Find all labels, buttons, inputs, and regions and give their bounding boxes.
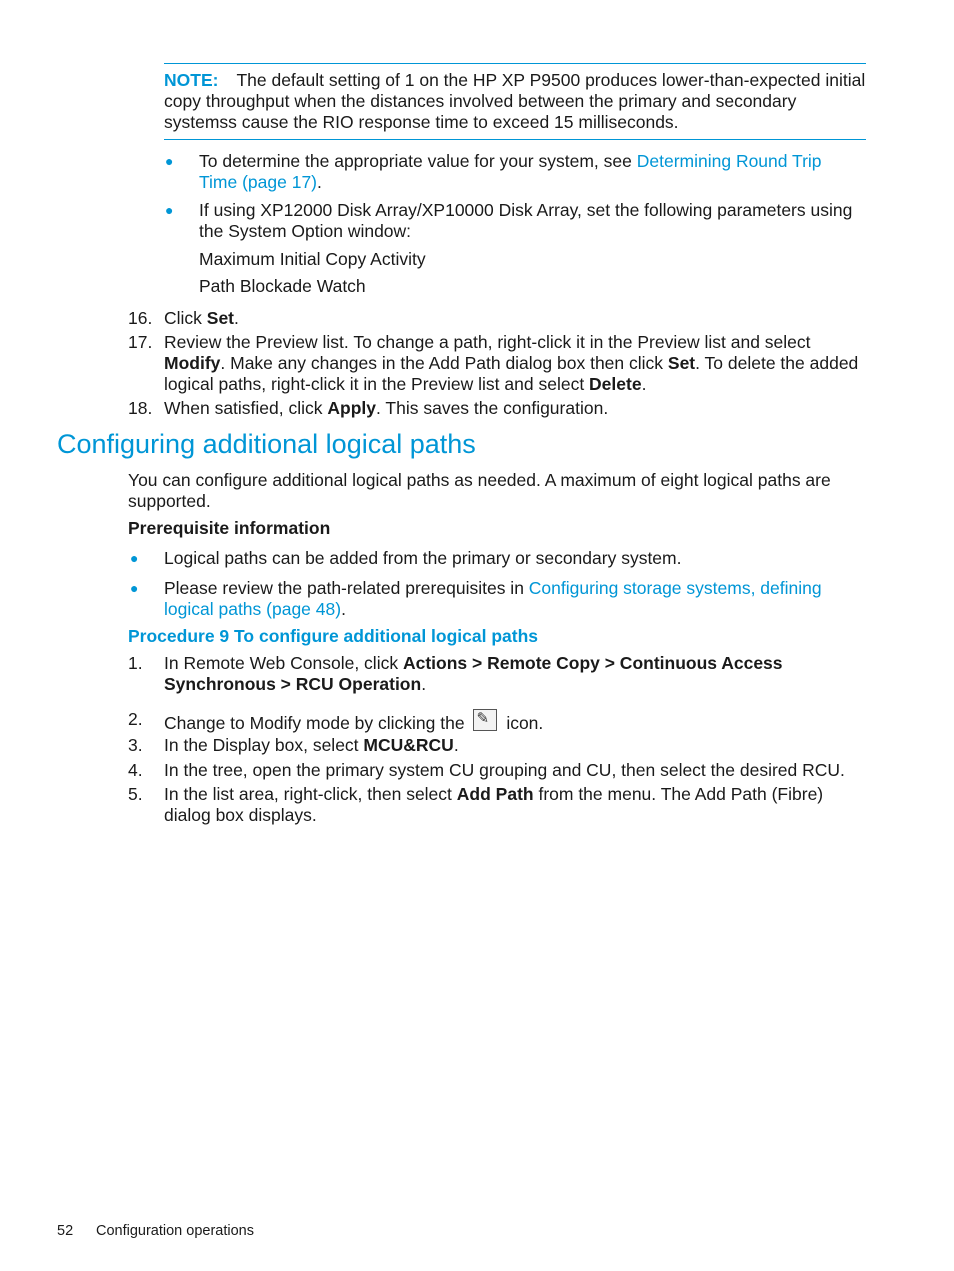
- step-text: . Make any changes in the Add Path dialog box then click: [220, 353, 668, 373]
- procedure-step: [128, 735, 864, 756]
- ui-term: Delete: [589, 374, 642, 394]
- step-text: . This saves the configuration.: [376, 398, 609, 418]
- step-text: When satisfied, click: [164, 398, 328, 418]
- storage-systems-link[interactable]: Configuring storage systems, defining logical paths (page 48): [164, 578, 822, 619]
- prereq-bullet: [130, 548, 864, 569]
- section-intro: You can configure additional logical paths as needed. A maximum of eight logical paths are supported.: [128, 470, 831, 511]
- step-item: [128, 308, 864, 329]
- step-text: In Remote Web Console, click: [164, 653, 403, 673]
- ui-term: Apply: [327, 398, 377, 418]
- procedure-title: Procedure 9 To configure additional logical paths: [128, 626, 539, 646]
- step-text: .: [641, 374, 647, 394]
- step-number: 2.: [128, 709, 143, 729]
- step-number: 5.: [128, 784, 143, 804]
- procedure-step: [128, 709, 864, 734]
- bullet-text-after: .: [317, 172, 322, 192]
- bullet-item: [165, 151, 859, 193]
- bullet-icon: ●: [130, 550, 139, 566]
- pencil-edit-icon: ✎: [473, 709, 497, 731]
- section-title: Configuring additional logical paths: [57, 429, 476, 459]
- procedure-step: [128, 784, 864, 826]
- step-number: 16.: [128, 308, 153, 328]
- ui-term: Add Path: [456, 784, 534, 804]
- note-label: NOTE:: [164, 70, 219, 90]
- step-text: In the list area, right-click, then select: [164, 784, 457, 804]
- step-number: 1.: [128, 653, 143, 673]
- prereq-heading: Prerequisite information: [128, 518, 331, 538]
- step-text: In the Display box, select: [164, 735, 364, 755]
- step-number: 4.: [128, 760, 143, 780]
- footer-section: Configuration operations: [96, 1223, 254, 1239]
- bullet-text: Logical paths can be added from the primary or secondary system.: [164, 548, 682, 568]
- step-number: 17.: [128, 332, 153, 352]
- bullet-text: To determine the appropriate value for your system, see: [199, 151, 637, 171]
- bullet-text-after: .: [341, 599, 346, 619]
- page-number: 52: [57, 1223, 74, 1239]
- bullet-text: If using XP12000 Disk Array/XP10000 Disk Array, set the following parameters using the System Option window:: [199, 200, 853, 241]
- step-text: Review the Preview list. To change a path, right-click it in the Preview list and select: [164, 332, 811, 352]
- step-item: [128, 332, 864, 395]
- step-text: .: [421, 674, 427, 694]
- ui-term: Set: [667, 353, 696, 373]
- step-text: In the tree, open the primary system CU grouping and CU, then select the desired RCU.: [164, 760, 845, 780]
- step-text: Change to Modify mode by clicking the: [164, 713, 470, 733]
- bullet-icon: ●: [165, 153, 174, 169]
- ui-term: Modify: [164, 353, 221, 373]
- ui-term: Actions > Remote Copy > Continuous Access Synchronous > RCU Operation: [164, 653, 783, 694]
- param-line: Path Blockade Watch: [199, 276, 366, 296]
- step-number: 3.: [128, 735, 143, 755]
- bullet-icon: ●: [165, 202, 174, 218]
- step-text: .: [453, 735, 459, 755]
- step-text: Click: [164, 308, 207, 328]
- step-text: from the menu. The Add Path (Fibre) dialog box displays.: [164, 784, 824, 825]
- step-item: [128, 398, 864, 419]
- param-line: Maximum Initial Copy Activity: [199, 249, 426, 269]
- bullet-item: [165, 200, 859, 242]
- step-text: .: [234, 308, 239, 328]
- step-number: 18.: [128, 398, 153, 418]
- procedure-step: [128, 760, 864, 781]
- ui-term: Set: [206, 308, 235, 328]
- prereq-bullet: [130, 578, 864, 620]
- procedure-step: [128, 653, 864, 695]
- bullet-text: Please review the path-related prerequisites in: [164, 578, 529, 598]
- bullet-icon: ●: [130, 580, 139, 596]
- round-trip-link[interactable]: Determining Round Trip Time (page 17): [199, 151, 822, 192]
- step-text: icon.: [501, 713, 544, 733]
- note-box: [164, 63, 866, 140]
- ui-term: MCU&RCU: [363, 735, 454, 755]
- step-text: . To delete the added logical paths, right-click it in the Preview list and select: [164, 353, 859, 394]
- note-text: The default setting of 1 on the HP XP P9500 produces lower-than-expected initial copy throughput when the distances involved between the primary and secondary systemss cause the RIO response time to exceed 15 milliseconds.: [164, 70, 866, 132]
